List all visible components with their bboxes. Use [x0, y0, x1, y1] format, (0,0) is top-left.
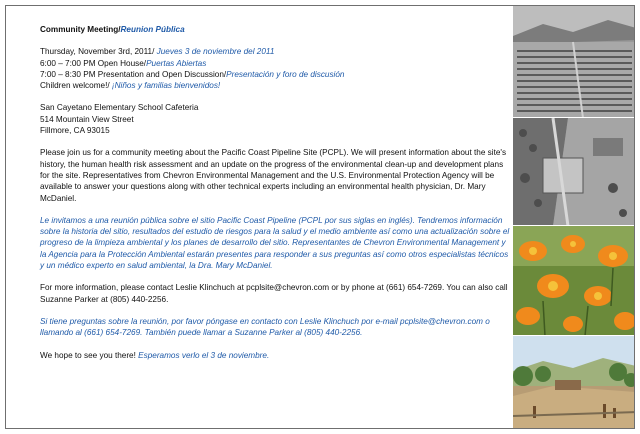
- closing-line: [40, 350, 510, 361]
- schedule-open-house-en: 6:00 – 7:00 PM Open House/: [40, 58, 147, 68]
- closing-en: We hope to see you there!: [40, 350, 139, 360]
- park-rendering-photo: [513, 336, 635, 429]
- flyer-page: [5, 5, 635, 429]
- title-es: Reunion Pública: [120, 25, 185, 34]
- page-title: [40, 24, 510, 35]
- schedule-children-es: ¡Niños y familias bienvenidos!: [111, 81, 221, 91]
- schedule-presentation-es: Presentación y foro de discusión: [226, 69, 345, 79]
- location-street: 514 Mountain View Street: [40, 114, 134, 124]
- contact-english: For more information, please contact Leslie Klinchuch at pcplsite@chevron.com or by phone at (661) 654-7269. You can also call Suzanne Parker at (805) 440-2256.: [40, 283, 508, 304]
- schedule-children: [40, 80, 510, 91]
- contact-spanish: Si tiene preguntas sobre la reunión, por favor póngase en contacto con Leslie Klinchuch por e-mail pcplsite@chevron.com o llamando al (661) 654-7269. También puede llamar a Suzanne Parker al (805) 440-2256.: [40, 316, 490, 338]
- intro-spanish: Le invitamos a una reunión pública sobre el sitio Pacific Coast Pipeline (PCPL por sus siglas en inglés). Tendremos información sobre la historia del sitio, resultados del estudio de riesgos para la salud y el medio ambiente así como una actualización sobre el progreso de la limpieza ambiental y los planes de desarrollo del sitio. Representantes de Chevron Environmental Management y la Agencia para la Protección Ambiental estarán presentes para responder a sus preguntas así como otros especialistas técnicos y un médico experto en salud ambiental, la Dra. Mary McDaniel.: [40, 215, 510, 271]
- text-column: [40, 24, 510, 361]
- photo-column: [513, 6, 635, 429]
- schedule-children-en: Children welcome!/: [40, 81, 112, 91]
- location-city: Fillmore, CA 93015: [40, 126, 110, 136]
- schedule-date-es: Jueves 3 de noviembre del 2011: [156, 47, 275, 57]
- title-en: Community Meeting/: [40, 25, 121, 34]
- schedule-open-house: [40, 58, 510, 69]
- closing-es: Esperamos verlo el 3 de noviembre.: [138, 350, 270, 360]
- location-name: San Cayetano Elementary School Cafeteria: [40, 103, 199, 113]
- schedule-presentation-en: 7:00 – 8:30 PM Presentation and Open Discussion/: [40, 69, 227, 79]
- intro-english: Please join us for a community meeting about the Pacific Coast Pipeline Site (PCPL). We will present information about the site's history, the human health risk assessment and an update on the progress of the environmental clean-up and development plans for the site. Representatives from Chevron Environmental Management and the U.S. Environmental Protection Agency will be available to answer your questions along with other technical experts including an environmental health physician, Dr. Mary McDaniel.: [40, 148, 507, 203]
- poppies-photo: [513, 226, 635, 336]
- site-aerial-photo: [513, 118, 635, 226]
- schedule-date: [40, 46, 510, 57]
- schedule-date-en: Thursday, November 3rd, 2011/: [40, 47, 157, 57]
- aerial-orchard-photo: [513, 6, 635, 118]
- schedule-presentation: [40, 69, 510, 80]
- schedule-open-house-es: Puertas Abiertas: [146, 58, 207, 68]
